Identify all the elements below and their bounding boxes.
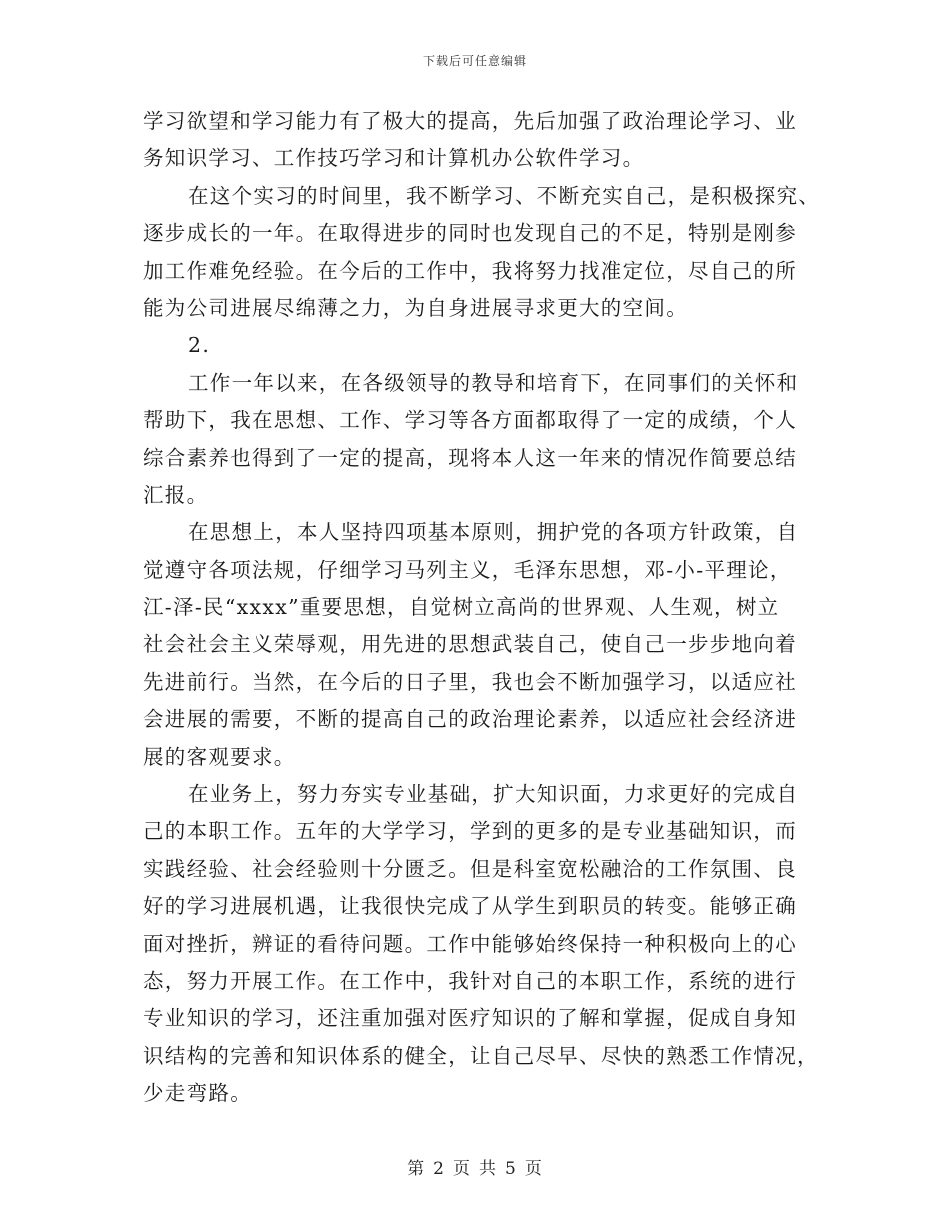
footer-label-ye2: 页	[524, 1159, 543, 1179]
text-line: 觉遵守各项法规，仔细学习马列主义，毛泽东思想，邓-小-平理论，	[143, 557, 792, 582]
text-line: 综合素养也得到了一定的提高，现将本人这一年来的情况作简要总结	[143, 445, 797, 470]
paragraph-start: 在这个实习的时间里，我不断学习、不断充实自己，是积极探究、	[188, 183, 821, 208]
text-line: 会进展的需要，不断的提高自己的政治理论素养，以适应社会经济进	[143, 707, 797, 732]
total-page-number: 5	[505, 1159, 517, 1179]
text-line: 加工作难免经验。在今后的工作中，我将努力找准定位，尽自己的所	[143, 258, 797, 283]
text-line: 少走弯路。	[143, 1081, 252, 1106]
text-line: 专业知识的学习，还注重加强对医疗知识的了解和掌握，促成自身知	[143, 1006, 797, 1031]
text-line: 实践经验、社会经验则十分匮乏。但是科室宽松融洽的工作氛围、良	[143, 856, 797, 881]
text-line: 先进前行。当然，在今后的日子里，我也会不断加强学习，以适应社	[143, 669, 797, 694]
page-header: 下载后可任意编辑	[422, 54, 527, 68]
paragraph-start: 在思想上，本人坚持四项基本原则，拥护党的各项方针政策，自	[188, 520, 799, 545]
text-line: 态，努力开展工作。在工作中，我针对自己的本职工作，系统的进行	[143, 968, 797, 993]
text-line: 好的学习进展机遇，让我很快完成了从学生到职员的转变。能够正确	[143, 894, 797, 919]
footer-label-ye: 页	[453, 1159, 471, 1179]
text-line: 学习欲望和学习能力有了极大的提高，先后加强了政治理论学习、业	[143, 109, 797, 133]
document-body	[143, 103, 821, 1113]
paragraph-start: 在业务上，努力夯实专业基础，扩大知识面，力求更好的完成自	[188, 782, 799, 807]
text-line: 务知识学习、工作技巧学习和计算机办公软件学习。	[143, 146, 645, 171]
text-line: 能为公司进展尽绵薄之力，为自身进展寻求更大的空间。	[143, 295, 688, 320]
text-line: 江-泽-民“xxxx”重要思想，自觉树立高尚的世界观、人生观，树立	[143, 595, 780, 620]
paragraph-start: 工作一年以来，在各级领导的教导和培育下，在同事们的关怀和	[188, 370, 799, 395]
text-line: 展的客观要求。	[143, 744, 296, 769]
footer-label-di: 第	[407, 1159, 426, 1179]
text-line: 己的本职工作。五年的大学学习，学到的更多的是专业基础知识，而	[143, 819, 797, 844]
text-line: 面对挫折，辨证的看待问题。工作中能够始终保持一种积极向上的心	[143, 931, 797, 956]
text-line: 社会社会主义荣辱观，用先进的思想武装自己，使自己一步步地向着	[143, 632, 797, 657]
current-page-number: 2	[433, 1159, 445, 1179]
footer-label-gong: 共	[479, 1159, 497, 1179]
text-line: 帮助下，我在思想、工作、学习等各方面都取得了一定的成绩，个人	[143, 408, 797, 433]
section-number: 2.	[188, 333, 211, 358]
page-footer	[0, 1154, 950, 1179]
text-line: 逐步成长的一年。在取得进步的同时也发现自己的不足，特别是刚参	[143, 221, 797, 246]
text-line: 识结构的完善和知识体系的健全，让自己尽早、尽快的熟悉工作情况，	[143, 1043, 819, 1068]
text-line: 汇报。	[143, 482, 209, 507]
